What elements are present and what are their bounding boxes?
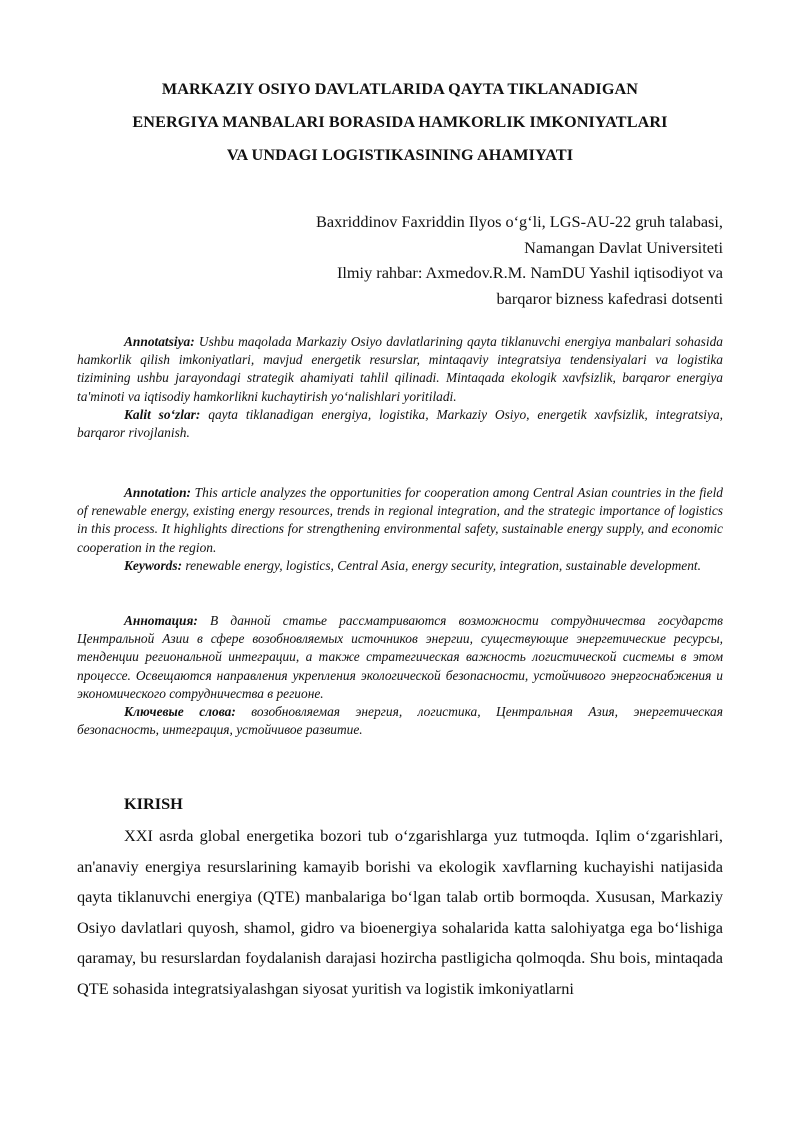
keywords-uz-text: qayta tiklanadigan energiya, logistika, Markaziy Osiyo, energetik xavfsizlik, integratsiya, barqaror rivojlanish.: [77, 406, 723, 441]
keywords-en-label: Keywords:: [124, 557, 183, 573]
intro-paragraph: XXI asrda global energetika bozori tub o‘zgarishlarga yuz tutmoqda. Iqlim o‘zgarishlari, an'anaviy energiya resurslarining kamayib borishi va ekologik xavflarning kuchayishi natijasida qayta tiklanuvchi energiya (QTE) manbalariga bo‘lgan talab ortib bormoqda. Xususan, Markaziy Osiyo davlatlari quyosh, shamol, gidro va bioenergiya sohalarida katta salohiyatga ega bo‘lishiga qaramay, bu resurslardan foydalanish darajasi hozircha pastligicha qolmoqda. Shu bois, mintaqada QTE sohasida integratsiyalashgan siyosat yuritish va logistik imkoniyatlarni: [77, 826, 723, 998]
title-line-2: ENERGIYA MANBALARI BORASIDA HAMKORLIK IMKONIYATLARI: [132, 113, 668, 131]
author-line-2: Namangan Davlat Universiteti: [524, 237, 723, 257]
abstract-english: [77, 484, 723, 575]
keywords-ru-label: Ключевые слова:: [124, 704, 236, 720]
abstract-uz-text: Ushbu maqolada Markaziy Osiyo davlatlarining qayta tiklanuvchi energiya manbalari sohasida hamkorlik qilish imkoniyatlari, mavjud energetik resurslar, mintaqaviy integratsiya tendensiyalari va logistika tizimining ushbu jarayondagi strategik ahamiyati tahlil qilinadi. Mintaqada ekologik xavfsizlik, barqaror energiya ta'minoti va iqtisodiy hamkorlikni kuchaytirish yo‘nalishlari yoritiladi.: [77, 334, 723, 404]
author-line-1: Baxriddinov Faxriddin Ilyos o‘g‘li, LGS-AU-22 gruh talabasi,: [316, 212, 723, 231]
author-line-4: barqaror bizness kafedrasi dotsenti: [496, 288, 723, 308]
keywords-ru-text: возобновляемая энергия, логистика, Центральная Азия, энергетическая безопасность, интеграция, устойчивое развитие.: [77, 704, 723, 738]
keywords-uz-paragraph: [77, 406, 723, 442]
paper-title: [60, 73, 740, 172]
keywords-uz-label: Kalit so‘zlar:: [124, 406, 201, 422]
author-block: [316, 209, 723, 311]
section-heading-intro: KIRISH: [124, 794, 183, 813]
title-line-1: MARKAZIY OSIYO DAVLATLARIDA QAYTA TIKLANADIGAN: [161, 80, 639, 98]
keywords-en-text: renewable energy, logistics, Central Asia, energy security, integration, sustainable development.: [182, 557, 701, 573]
abstract-ru-label: Аннотация:: [124, 613, 198, 628]
keywords-ru-paragraph: [77, 703, 723, 739]
abstract-russian: [77, 612, 723, 739]
abstract-ru-text: В данной статье рассматриваются возможности сотрудничества государств Центральной Азии в сфере возобновляемых источников энергии, существующие энергетические ресурсы, тенденции региональной интеграции, а также стратегическая важность логистической системы в этом процессе. Освещаются направления укрепления экологической безопасности, устойчивого энергоснабжения и экономического сотрудничества в регионе.: [77, 613, 723, 701]
abstract-uz-label: Annotatsiya:: [124, 334, 195, 349]
title-line-3: VA UNDAGI LOGISTIKASINING AHAMIYATI: [226, 146, 574, 164]
author-line-3: Ilmiy rahbar: Axmedov.R.M. NamDU Yashil iqtisodiyot va: [336, 263, 723, 282]
abstract-en-paragraph: [77, 484, 723, 557]
abstract-uz-paragraph: [77, 333, 723, 406]
abstract-ru-paragraph: [77, 612, 723, 703]
abstract-en-text: This article analyzes the opportunities for cooperation among Central Asian countries in the field of renewable energy, existing energy resources, trends in regional integration, and the strategic importance of logistics in this process. It highlights directions for strengthening environmental safety, sustainable energy supply, and economic cooperation in the region.: [77, 485, 723, 555]
abstract-uzbek: [77, 333, 723, 442]
intro-body: [77, 821, 723, 1004]
keywords-en-paragraph: [77, 557, 723, 575]
abstract-en-label: Annotation:: [124, 485, 191, 500]
